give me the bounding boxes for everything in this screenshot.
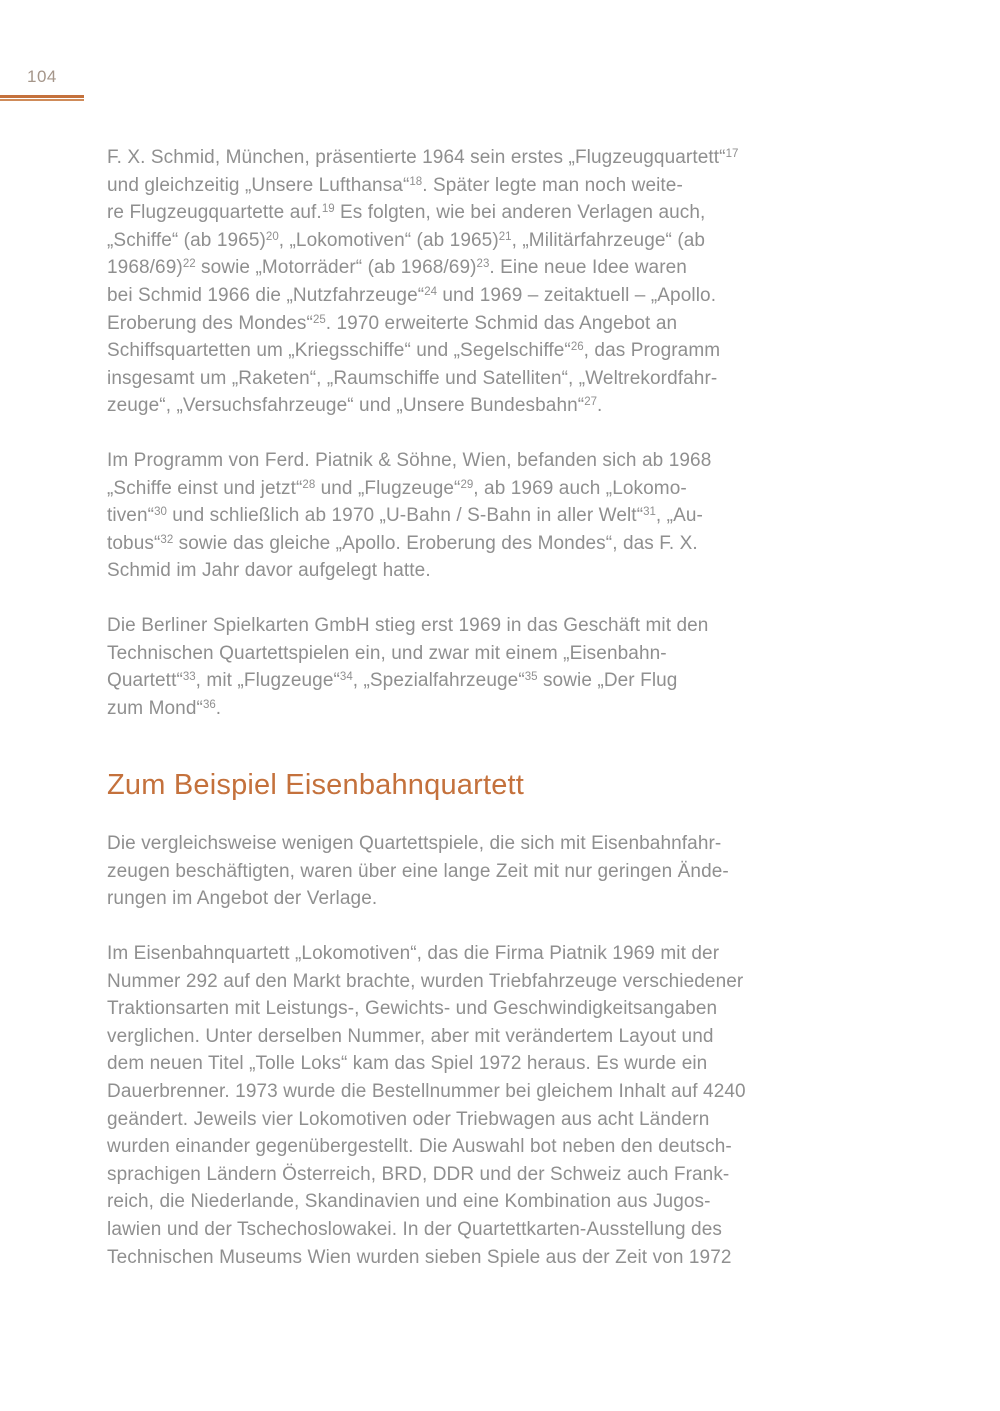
footnote-ref: 17	[725, 148, 739, 160]
article-body	[107, 144, 802, 1298]
section-heading: Zum Beispiel Eisenbahnquartett	[107, 769, 525, 802]
footnote-ref: 27	[584, 396, 598, 409]
paragraph: Im Eisenbahnquartett „Lokomotiven“, das die Firma Piatnik 1969 mit der Nummer 292 auf den Markt brachte, wurden Triebfahrzeuge verschiedener Traktionsarten mit Leistungs-, Gewichts- und Geschwindigkeitsangaben verglichen. Unter derselben Nummer, aber mit verändertem Layout und dem neuen Titel „Tolle Loks“ kam das Spiel 1972 heraus. Es wurde ein Dauerbrenner. 1973 wurde die Bestellnummer bei gleichem Inhalt auf 4240 geändert. Jeweils vier Lokomotiven oder Triebwagen aus acht Ländern wurden einander gegenübergestellt. Die Auswahl bot neben den deutsch- sprachigen Ländern Österreich, BRD, DDR und der Schweiz auch Frank- reich, die Niederlande, Skandinavien und eine Kombination aus Jugos- lawien und der Tschechoslowakei. In der Quartettkarten-Ausstellung des Technischen Museums Wien wurden sieben Spiele aus der Zeit von 1972	[107, 943, 746, 1268]
footnote-ref: 35	[524, 671, 538, 684]
footnote-ref: 24	[424, 285, 437, 298]
footnote-ref: 21	[498, 230, 512, 243]
page-number: 104	[27, 67, 57, 86]
footnote-ref: 36	[202, 698, 216, 711]
footnote-ref: 29	[460, 478, 474, 491]
paragraph: F. X. Schmid, München, präsentierte 1964 sein erstes „Flugzeugquartett“$^{17}$ und gleichzeitig „Unsere Lufthansa“$^{18}$. Später legte man noch weite- re Flugzeugquartette auf.$^{19}$ Es folgten, wie bei anderen Verlagen auch, „Schiffe“ (ab 1965)$^{20}$, „Lokomotiven“ (ab 1965)$^{21}$, „Militärfahrzeuge“ (ab 1968/69)$^{22}$ sowie „Motorräder“ (ab 1968/69)$^{23}$. Eine neue Idee waren bei Schmid 1966 die „Nutzfahrzeuge“$^{24}$ und 1969 – zeitaktuell – „Apollo. Eroberung des Mondes“$^{25}$. 1970 erweiterte Schmid das Angebot an Schiffsquartetten um „Kriegsschiffe“ und „Segelschiffe“$^{26}$, das Programm insgesamt um „Raketen“, „Raumschiffe und Satelliten“, „Weltrekordfahr- zeuge“, „Versuchsfahrzeuge“ und „Unsere Bundesbahn“$^{27}$.	[107, 147, 739, 417]
footnote-ref: 19	[321, 203, 335, 216]
footnote-ref: 34	[339, 671, 353, 684]
footnote-ref: 23	[476, 258, 490, 271]
footnote-ref: 20	[265, 230, 279, 243]
footnote-ref: 25	[312, 313, 326, 326]
footnote-ref: 22	[182, 258, 196, 271]
footnote-ref: 28	[302, 478, 316, 491]
paragraph: Die Berliner Spielkarten GmbH stieg erst 1969 in das Geschäft mit den Technischen Quartettspielen ein, und zwar mit einem „Eisenbahn- Quartett“$^{33}$, mit „Flugzeuge“$^{34}$, „Spezialfahrzeuge“$^{35}$ sowie „Der Flug zum Mond“$^{36}$.	[107, 614, 709, 719]
footnote-ref: 26	[570, 341, 584, 354]
paragraph: Die vergleichsweise wenigen Quartettspiele, die sich mit Eisenbahnfahr- zeugen beschäftigten, waren über eine lange Zeit mit nur geringen Ände- rungen im Angebot der Verlage.	[107, 833, 729, 910]
footnote-ref: 30	[154, 506, 167, 519]
paragraph: Im Programm von Ferd. Piatnik & Söhne, Wien, befanden sich ab 1968 „Schiffe einst und jetzt“$^{28}$ und „Flugzeuge“$^{29}$, ab 1969 auch „Lokomo- tiven“$^{30}$ und schließlich ab 1970 „U-Bahn / S-Bahn in aller Welt“$^{31}$, „Au- tobus“$^{32}$ sowie das gleiche „Apollo. Eroberung des Mondes“, das F. X. Schmid im Jahr davor aufgelegt hatte.	[107, 449, 712, 582]
footnote-ref: 32	[160, 533, 174, 546]
footnote-ref: 18	[409, 175, 423, 188]
footnote-ref: 33	[182, 671, 196, 684]
page-number-rule	[0, 95, 84, 101]
footnote-ref: 31	[643, 506, 656, 519]
